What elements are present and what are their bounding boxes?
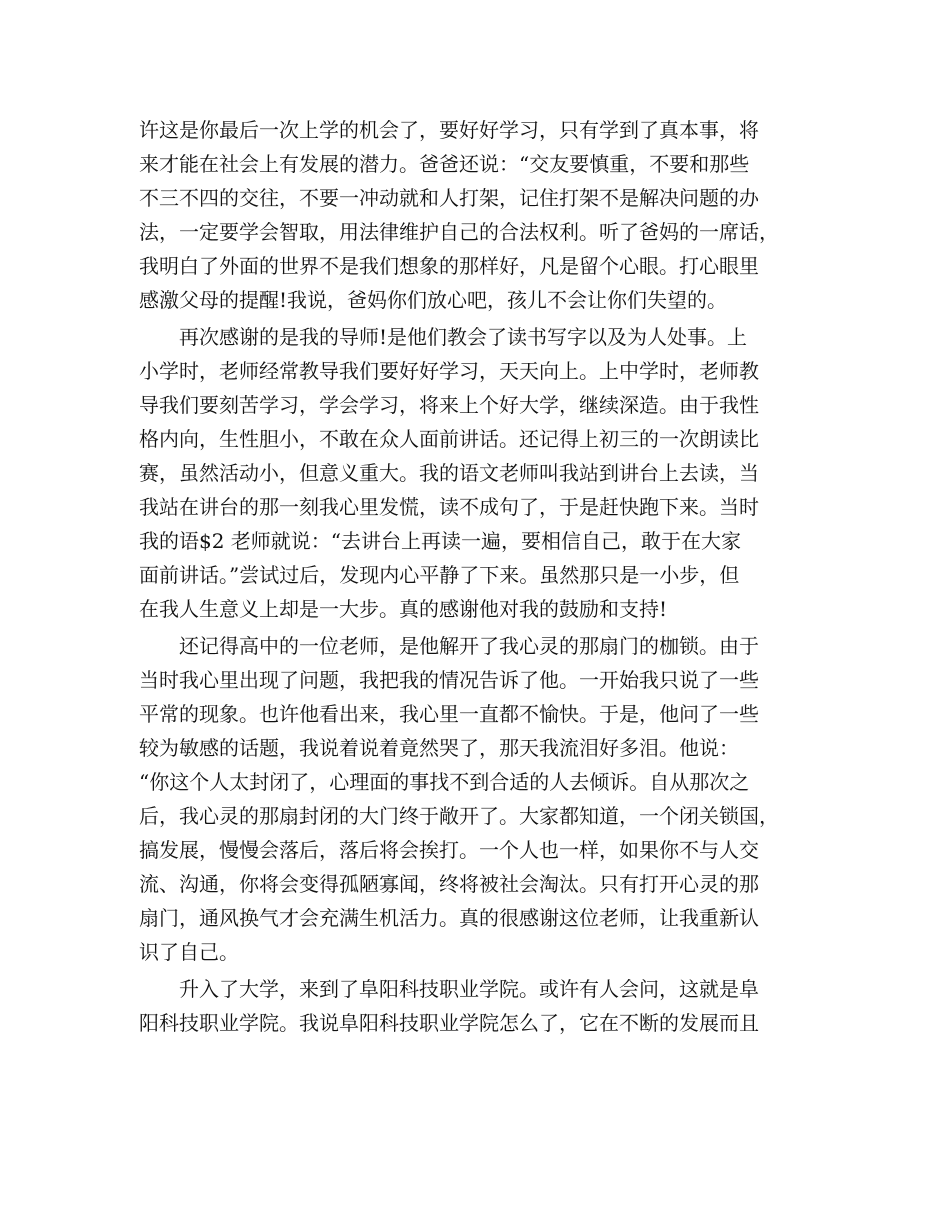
text-line: 赛，虽然活动小，但意义重大。我的语文老师叫我站到讲台上去读，当 — [139, 461, 759, 485]
text-line: 后，我心灵的那扇封闭的大门终于敞开了。大家都知道，一个闭关锁国， — [139, 804, 779, 828]
text-line: 我的语$2 老师就说：“去讲台上再读一遍，要相信自己，敢于在大家 — [139, 529, 742, 553]
text-line: 我站在讲台的那一刻我心里发慌，读不成句了，于是赶快跑下来。当时 — [139, 495, 759, 519]
text-line: 小学时，老师经常教导我们要好好学习，天天向上。上中学时，老师教 — [139, 359, 759, 383]
text-line: 较为敏感的话题，我说着说着竟然哭了，那天我流泪好多泪。他说： — [139, 736, 739, 760]
text-line: 导我们要刻苦学习，学会学习，将来上个好大学，继续深造。由于我性 — [139, 393, 759, 417]
text-line: 感激父母的提醒!我说，爸妈你们放心吧，孩儿不会让你们失望的。 — [139, 288, 728, 312]
paragraph — [139, 320, 819, 626]
text-line: 不三不四的交往，不要一冲动就和人打架，记住打架不是解决问题的办 — [139, 186, 759, 210]
paragraph — [139, 113, 819, 317]
text-line: 在我人生意义上却是一大步。真的感谢他对我的鼓励和支持! — [139, 597, 668, 621]
text-line: 当时我心里出现了问题，我把我的情况告诉了他。一开始我只说了一些 — [139, 668, 759, 692]
text-line: 格内向，生性胆小，不敢在众人面前讲话。还记得上初三的一次朗读比 — [139, 427, 759, 451]
text-line: 阳科技职业学院。我说阜阳科技职业学院怎么了，它在不断的发展而且 — [139, 1011, 759, 1035]
document-body — [139, 113, 819, 1040]
paragraph — [139, 629, 819, 969]
text-line: 搞发展，慢慢会落后，落后将会挨打。一个人也一样，如果你不与人交 — [139, 838, 759, 862]
text-line: 平常的现象。也许他看出来，我心里一直都不愉快。于是，他问了一些 — [139, 702, 759, 726]
text-line: 来才能在社会上有发展的潜力。爸爸还说：“交友要慎重，不要和那些 — [139, 152, 750, 176]
paragraph — [139, 972, 819, 1040]
text-line: 法，一定要学会智取，用法律维护自己的合法权利。听了爸妈的一席话， — [139, 220, 779, 244]
text-line: 再次感谢的是我的导师!是他们教会了读书写字以及为人处事。上 — [179, 325, 748, 349]
text-line: 识了自己。 — [139, 940, 239, 964]
text-line: 还记得高中的一位老师，是他解开了我心灵的那扇门的枷锁。由于 — [179, 634, 759, 658]
text-line: 升入了大学，来到了阜阳科技职业学院。或许有人会问，这就是阜 — [179, 977, 759, 1001]
text-line: 面前讲话。”尝试过后，发现内心平静了下来。虽然那只是一小步，但 — [139, 563, 740, 587]
text-line: 我明白了外面的世界不是我们想象的那样好，凡是留个心眼。打心眼里 — [139, 254, 759, 278]
text-line: 扇门，通风换气才会充满生机活力。真的很感谢这位老师，让我重新认 — [139, 906, 759, 930]
text-line: “你这个人太封闭了，心理面的事找不到合适的人去倾诉。自从那次之 — [139, 770, 750, 794]
text-line: 许这是你最后一次上学的机会了，要好好学习，只有学到了真本事，将 — [139, 118, 759, 142]
text-line: 流、沟通，你将会变得孤陋寡闻，终将被社会淘汰。只有打开心灵的那 — [139, 872, 759, 896]
